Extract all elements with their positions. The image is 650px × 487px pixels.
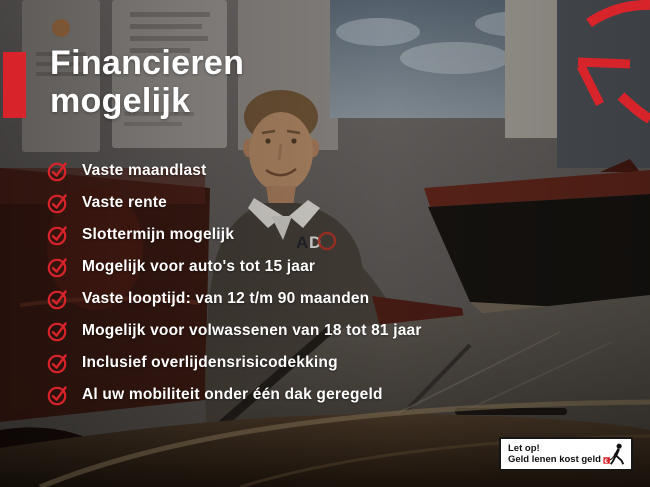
checklist-item [47, 224, 422, 245]
checklist-item-label: Vaste rente [82, 193, 167, 211]
checklist-item [47, 320, 422, 341]
check-circle-icon [47, 256, 69, 278]
check-circle-icon [47, 160, 69, 182]
check-circle-icon [47, 320, 69, 342]
brand-arc-logo [555, 0, 650, 140]
credit-warning-badge [499, 437, 633, 471]
benefits-checklist [47, 160, 422, 416]
checklist-item-label: Slottermijn mogelijk [82, 225, 235, 243]
checklist-item-label: Al uw mobiliteit onder één dak geregeld [82, 385, 383, 403]
checklist-item-label: Vaste looptijd: van 12 t/m 90 maanden [82, 289, 370, 307]
check-circle-icon [47, 224, 69, 246]
checklist-item [47, 352, 422, 373]
checklist-item-label: Mogelijk voor auto's tot 15 jaar [82, 257, 316, 275]
warning-line-2: Geld lenen kost geld [508, 454, 601, 465]
credit-warning-text [508, 443, 599, 465]
check-circle-icon [47, 384, 69, 406]
checklist-item [47, 192, 422, 213]
check-circle-icon [47, 352, 69, 374]
checklist-item-label: Mogelijk voor volwassenen van 18 tot 81 jaar [82, 321, 422, 339]
checklist-item-label: Inclusief overlijdensrisicodekking [82, 353, 338, 371]
warning-line-1: Let op! [508, 443, 540, 454]
check-circle-icon [47, 288, 69, 310]
checklist-item [47, 160, 422, 181]
checklist-item [47, 384, 422, 405]
check-circle-icon [47, 192, 69, 214]
page-title: Financieren mogelijk [50, 44, 245, 120]
red-accent-block [3, 52, 26, 118]
checklist-item-label: Vaste maandlast [82, 161, 207, 179]
svg-text:€: € [604, 458, 608, 465]
debt-burden-warning-icon [602, 442, 627, 466]
checklist-item [47, 288, 422, 309]
checklist-item [47, 256, 422, 277]
